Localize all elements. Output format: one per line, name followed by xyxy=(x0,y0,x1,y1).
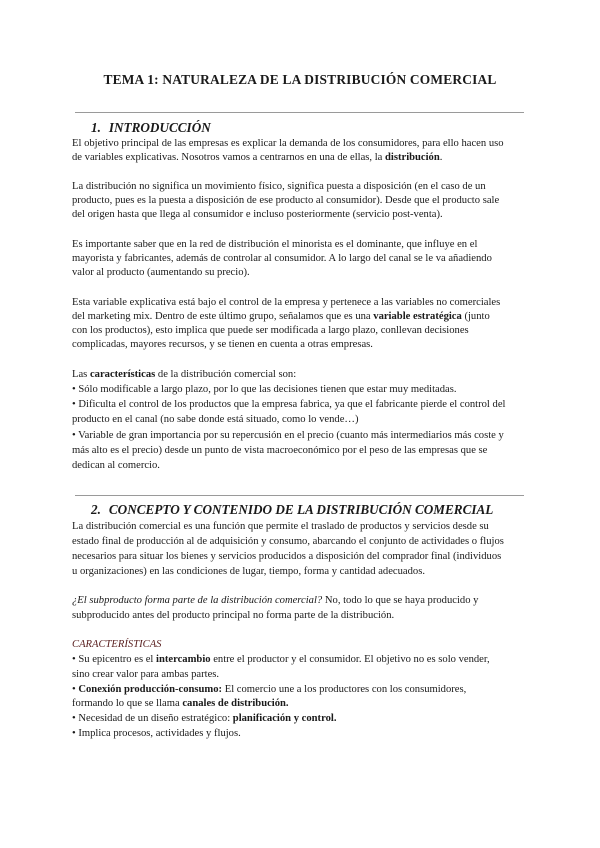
list-item: • Conexión producción-consumo: El comercio une a los productores con los consumidores, xyxy=(72,684,467,695)
section-1-number: 1. xyxy=(91,120,101,135)
text-line: valor al producto (aumentando su precio). xyxy=(72,267,250,278)
bold-term: canales de distribución. xyxy=(182,698,289,709)
text-line: mayorista y fabricantes, además de controlar al consumidor. A lo largo del canal se le va añadiendo xyxy=(72,253,492,264)
text-line: u organizaciones) en las condiciones de lugar, tiempo, forma y cantidad adecuados. xyxy=(72,566,425,577)
section-1-title: INTRODUCCIÓN xyxy=(108,120,211,135)
section-2-title: CONCEPTO Y CONTENIDO DE LA DISTRIBUCIÓN COMERCIAL xyxy=(108,502,494,517)
list-item: • Implica procesos, actividades y flujos. xyxy=(72,728,241,739)
bold-term: planificación y control. xyxy=(232,713,337,724)
characteristics-heading: CARACTERÍSTICAS xyxy=(72,639,162,650)
text-line: ¿El subproducto forma parte de la distribución comercial? No, todo lo que se haya producido y xyxy=(72,595,479,606)
list-item: • Necesidad de un diseño estratégico: planificación y control. xyxy=(72,713,337,724)
bold-term: variable estratégica xyxy=(373,311,462,322)
list-item: • Su epicentro es el intercambio entre el productor y el consumidor. El objetivo no es solo vender, xyxy=(72,654,490,665)
text-line: con los productos), esto implica que puede ser modificada a largo plazo, conllevan decisiones xyxy=(72,325,469,336)
text-line: estado final de producción al de adquisición y consumo, abarcando el conjunto de actividades o flujos xyxy=(72,536,504,547)
text-line: El objetivo principal de las empresas es explicar la demanda de los consumidores, para ello hacen uso xyxy=(72,138,504,149)
text-line: necesarios para situar los bienes y servicios producidos a disposición del comprador final (individuos xyxy=(72,551,502,562)
text-line: producto, pues es la puesta a disposición de ese producto al consumidor). Desde que el producto sale xyxy=(72,195,500,206)
section-divider xyxy=(75,112,524,113)
text-line: subproducido antes del producto principal no forma parte de la distribución. xyxy=(72,610,395,621)
text-line: de variables explicativas. Nosotros vamos a centrarnos en una de ellas, la distribución. xyxy=(72,152,443,163)
text-line: La distribución no significa un movimiento físico, significa puesta a disposición (en el caso de un xyxy=(72,181,486,192)
text-line: más alto es el precio) desde un punto de vista macroeconómico por el peso de las empresas que se xyxy=(72,445,488,456)
section-1-heading xyxy=(91,120,211,136)
bold-term: intercambio xyxy=(156,654,211,665)
bold-term: características xyxy=(89,369,156,380)
bold-term: Conexión producción-consumo: xyxy=(78,684,223,695)
text-line: formando lo que se llama canales de distribución. xyxy=(72,698,289,709)
text-line: Es importante saber que en la red de distribución el minorista es el dominante, que influye en el xyxy=(72,239,478,250)
text-line: dedican al comercio. xyxy=(72,460,160,471)
section-2-heading xyxy=(91,502,493,518)
list-item: • Dificulta el control de los productos que la empresa fabrica, ya que el fabricante pierde el control del xyxy=(72,399,506,410)
text-line: del origen hasta que llega al consumidor e incluso posteriormente (servicio post-venta). xyxy=(72,209,443,220)
text-line: producto en el canal (no sabe donde está situado, como lo vende…) xyxy=(72,414,359,425)
list-item: • Sólo modificable a largo plazo, por lo que las decisiones tienen que estar muy meditadas. xyxy=(72,384,457,395)
section-2-number: 2. xyxy=(91,502,101,517)
text-line: del marketing mix. Dentro de este último grupo, señalamos que es una variable estratégica (junto xyxy=(72,311,490,322)
document-title: TEMA 1: NATURALEZA DE LA DISTRIBUCIÓN COMERCIAL xyxy=(103,72,497,87)
text-line: sino crear valor para ambas partes. xyxy=(72,669,220,680)
text-line: Esta variable explicativa está bajo el control de la empresa y pertenece a las variables no comerciales xyxy=(72,297,501,308)
text-line: La distribución comercial es una función que permite el traslado de productos y servicios desde su xyxy=(72,521,489,532)
text-line: Las características de la distribución comercial son: xyxy=(72,369,297,380)
bold-term: distribución xyxy=(385,152,440,163)
text-line: complicadas, mayores recursos, y se tienen en cuenta a otras empresas. xyxy=(72,339,373,350)
list-item: • Variable de gran importancia por su repercusión en el precio (cuanto más intermediarios más coste y xyxy=(72,430,504,441)
section-divider xyxy=(75,495,524,496)
italic-question: ¿El subproducto forma parte de la distribución comercial? xyxy=(72,595,323,606)
